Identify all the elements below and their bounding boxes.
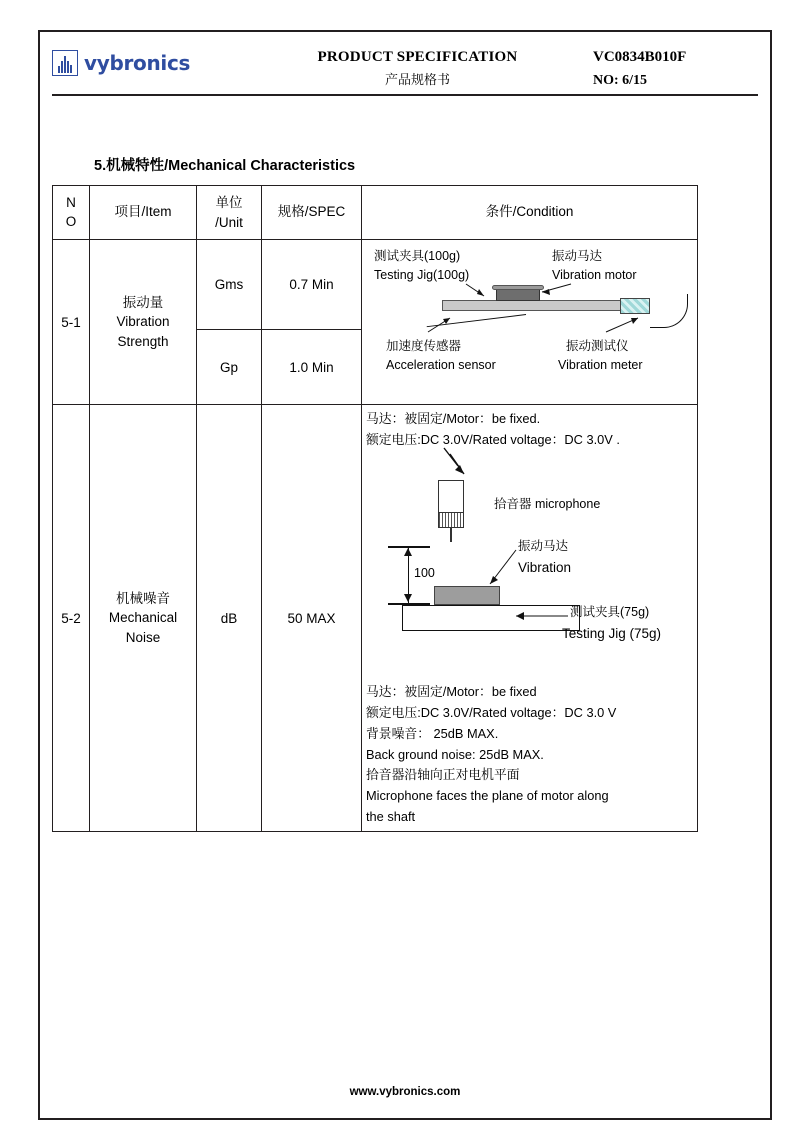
diagram1-sensor-label-en: Acceleration sensor: [386, 358, 496, 372]
diagram2-note-motor: 马达：被固定/Motor：be fixed.: [366, 411, 541, 426]
row-item-cn: 振动量: [122, 294, 164, 310]
diagram1-leader-lines: [366, 244, 686, 400]
row-item-en-2: Noise: [125, 630, 161, 646]
diagram1-meter-label-cn: 振动测试仪: [566, 339, 629, 353]
table-row: [53, 405, 698, 832]
row-item-en-2: Strength: [117, 333, 169, 349]
col-header-no: N O: [53, 186, 90, 240]
row-unit-5-1a: Gms: [197, 240, 262, 330]
diagram2-note-voltage: 额定电压:DC 3.0V/Rated voltage：DC 3.0V .: [366, 431, 620, 447]
footnote-line: 马达：被固定/Motor：be fixed: [366, 684, 537, 700]
row-spec-5-2: 50 MAX: [262, 405, 362, 832]
document-header: [52, 44, 758, 96]
diagram2-jig-label-en: Testing Jig (75g): [562, 626, 662, 642]
diagram1-jig-label-en: Testing Jig(100g): [374, 268, 470, 282]
company-name: vybronics: [84, 51, 191, 75]
header-title-block: [262, 44, 573, 88]
diagram2-motor-label-en: Vibration: [518, 560, 572, 576]
mechanical-noise-diagram: [366, 450, 686, 678]
diagram2-microphone-label: 拾音器 microphone: [494, 497, 601, 512]
row-item-en-1: Vibration: [116, 314, 170, 330]
row-unit-5-1b: Gp: [197, 330, 262, 405]
row-unit-5-2: dB: [197, 405, 262, 832]
row-spec-5-1b: 1.0 Min: [262, 330, 362, 405]
footer-url: www.vybronics.com: [349, 1086, 461, 1098]
row-item-5-2: [90, 405, 197, 832]
header-meta-block: [573, 44, 758, 89]
mechanical-characteristics-table: [52, 185, 698, 832]
row-no-5-2: 5-2: [53, 405, 90, 832]
model-number: VC0834B010F: [593, 49, 687, 65]
diagram2-dimension-value: 100: [414, 566, 435, 581]
diagram2-motor-label-cn: 振动马达: [518, 539, 569, 554]
table-row: [53, 240, 698, 330]
footnote-line: 额定电压:DC 3.0V/Rated voltage：DC 3.0 V: [366, 705, 617, 721]
row-condition-5-2: [362, 405, 698, 832]
row-item-en-1: Mechanical: [108, 610, 178, 626]
company-logo: [52, 44, 262, 76]
row-item-cn: 机械噪音: [116, 590, 170, 606]
footnote-line: 背景噪音： 25dB MAX.: [366, 725, 499, 741]
signal-bars-icon: [52, 50, 78, 76]
footnote-line: Microphone faces the plane of motor along: [366, 788, 609, 804]
page-content: [52, 44, 758, 1106]
section-title: 5.机械特性/Mechanical Characteristics: [94, 158, 356, 174]
diagram2-top-notes: [366, 409, 693, 450]
row-item-5-1: [90, 240, 197, 405]
diagram2-jig-label-cn: 测试夹具(75g): [570, 605, 650, 620]
diagram1-motor-label-en: Vibration motor: [552, 268, 637, 282]
footnote-line: the shaft: [366, 808, 416, 824]
footnote-line: Back ground noise: 25dB MAX.: [366, 746, 544, 762]
row-no-5-1: 5-1: [53, 240, 90, 405]
vibration-strength-diagram: [366, 244, 686, 400]
diagram1-meter-label-en: Vibration meter: [558, 358, 643, 372]
col-header-item: 项目/Item: [90, 186, 197, 240]
row-spec-5-1a: 0.7 Min: [262, 240, 362, 330]
diagram2-leader-lines: [366, 450, 686, 678]
footnote-line: 拾音器沿轴向正对电机平面: [366, 767, 520, 783]
header-title-en: PRODUCT SPECIFICATION: [317, 49, 518, 65]
col-header-spec: 规格/SPEC: [262, 186, 362, 240]
diagram1-sensor-label-cn: 加速度传感器: [386, 339, 462, 353]
diagram1-motor-label-cn: 振动马达: [552, 249, 603, 263]
row-condition-5-1: [362, 240, 698, 405]
diagram1-jig-label-cn: 测试夹具(100g): [374, 249, 461, 263]
diagram2-footnotes: [366, 682, 693, 827]
col-header-condition: 条件/Condition: [362, 186, 698, 240]
page-number: NO: 6/15: [593, 73, 648, 88]
header-title-cn: 产品规格书: [384, 72, 450, 87]
col-header-unit: 单位 /Unit: [197, 186, 262, 240]
table-header-row: [53, 186, 698, 240]
